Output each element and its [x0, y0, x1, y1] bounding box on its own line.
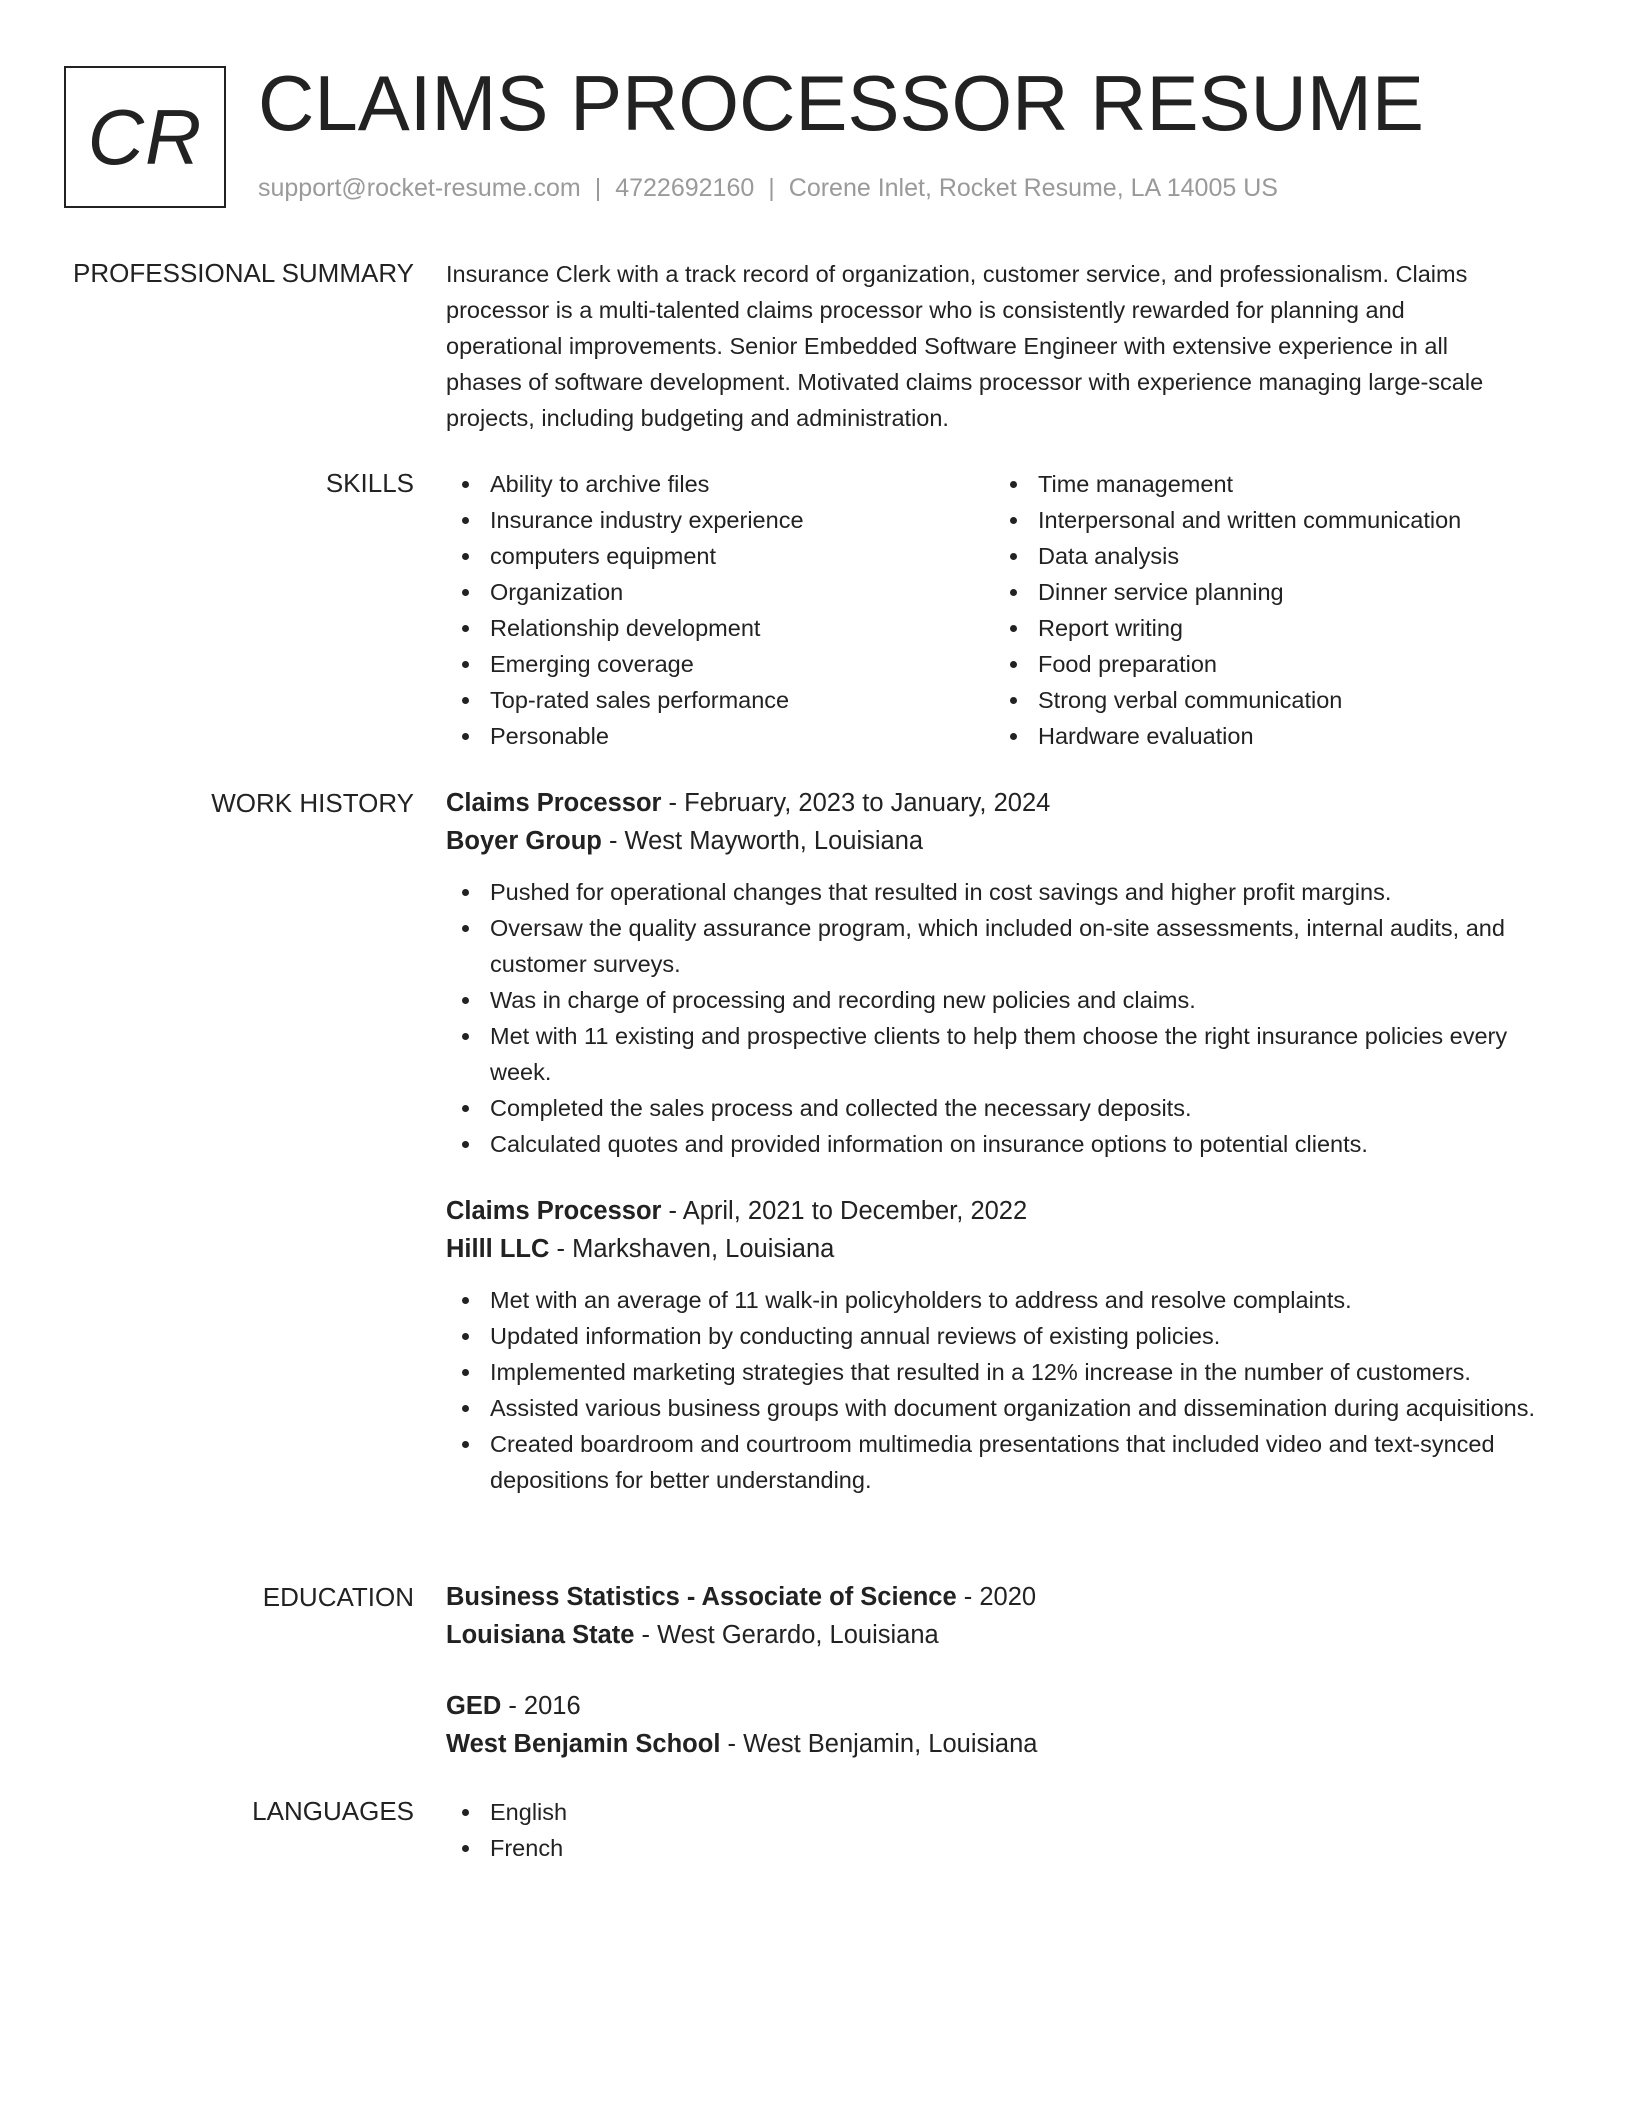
education-degree-line	[446, 1687, 1566, 1725]
summary-line: projects, including budgeting and administration.	[446, 405, 949, 431]
job-title: Claims Processor	[446, 789, 662, 817]
job-duty: Created boardroom and courtroom multimedia presentations that included video and text-synced depositions for better understanding.	[446, 1426, 1566, 1498]
skill-item: Interpersonal and written communication	[994, 502, 1542, 538]
job-title: Claims Processor	[446, 1197, 662, 1225]
job-duty: Calculated quotes and provided information on insurance options to potential clients.	[446, 1126, 1566, 1162]
skill-item: Hardware evaluation	[994, 718, 1542, 754]
skill-item: computers equipment	[446, 538, 994, 574]
skill-item: Emerging coverage	[446, 646, 994, 682]
skill-item: Top-rated sales performance	[446, 682, 994, 718]
contact-address: Corene Inlet, Rocket Resume, LA 14005 US	[788, 174, 1278, 202]
education-year: - 2016	[501, 1692, 581, 1720]
job-location: - Markshaven, Louisiana	[549, 1235, 835, 1263]
language-item: French	[446, 1830, 1566, 1866]
education-degree-line	[446, 1578, 1566, 1616]
work-history-body	[446, 784, 1566, 1498]
summary-line: processor is a multi-talented claims processor who is consistently rewarded for planning and	[446, 297, 1405, 323]
job-company-line	[446, 822, 1566, 860]
skill-item: Dinner service planning	[994, 574, 1542, 610]
job-entry	[446, 1192, 1566, 1498]
job-duty: Pushed for operational changes that resulted in cost savings and higher profit margins.	[446, 874, 1566, 910]
education-school: West Benjamin School	[446, 1730, 721, 1758]
skill-item: Time management	[994, 466, 1542, 502]
job-company: Boyer Group	[446, 827, 602, 855]
section-heading-education: EDUCATION	[262, 1582, 414, 1612]
resume-header	[64, 59, 1564, 210]
job-dates: - February, 2023 to January, 2024	[661, 789, 1051, 817]
page-title: CLAIMS PROCESSOR RESUME	[258, 59, 1424, 147]
contact-phone[interactable]: 4722692160	[615, 174, 755, 202]
section-heading-work-history: WORK HISTORY	[211, 788, 414, 818]
section-heading-languages: LANGUAGES	[252, 1796, 414, 1826]
education-year: - 2020	[956, 1583, 1037, 1611]
education-entry	[446, 1578, 1566, 1654]
language-item: English	[446, 1794, 1566, 1830]
summary-line: phases of software development. Motivated claims processor with experience managing large-scale	[446, 369, 1484, 395]
job-duty: Met with an average of 11 walk-in policyholders to address and resolve complaints.	[446, 1282, 1566, 1318]
job-duties-list	[446, 874, 1566, 1162]
job-dates: - April, 2021 to December, 2022	[661, 1197, 1028, 1225]
job-duties-list	[446, 1282, 1566, 1498]
education-body	[446, 1578, 1566, 1763]
job-company-line	[446, 1230, 1566, 1268]
skill-item: Ability to archive files	[446, 466, 994, 502]
job-duty: Implemented marketing strategies that resulted in a 12% increase in the number of customers.	[446, 1354, 1566, 1390]
summary-line: Insurance Clerk with a track record of organization, customer service, and professionalism. Claims	[446, 261, 1468, 287]
skill-item: Personable	[446, 718, 994, 754]
job-duty: Oversaw the quality assurance program, which included on-site assessments, internal audits, and customer surveys.	[446, 910, 1566, 982]
education-school: Louisiana State	[446, 1621, 635, 1649]
job-entry	[446, 784, 1566, 1162]
contact-separator: |	[768, 174, 775, 202]
monogram-logo: CR	[64, 66, 226, 208]
skill-item: Organization	[446, 574, 994, 610]
contact-email[interactable]: support@rocket-resume.com	[258, 174, 581, 202]
languages-body	[446, 1794, 1566, 1866]
skill-item: Strong verbal communication	[994, 682, 1542, 718]
skill-item: Report writing	[994, 610, 1542, 646]
section-heading-skills: SKILLS	[325, 468, 414, 498]
job-title-line	[446, 784, 1566, 822]
education-degree: GED	[446, 1692, 502, 1720]
education-location: - West Gerardo, Louisiana	[634, 1621, 939, 1649]
languages-list	[446, 1794, 1566, 1866]
contact-line	[258, 174, 1278, 203]
skills-body	[446, 466, 1566, 754]
job-duty: Was in charge of processing and recording new policies and claims.	[446, 982, 1566, 1018]
skills-list-left	[446, 466, 994, 754]
contact-separator: |	[594, 174, 602, 202]
skill-item: Food preparation	[994, 646, 1542, 682]
skills-grid	[446, 466, 1566, 754]
skill-item: Insurance industry experience	[446, 502, 994, 538]
summary-line: operational improvements. Senior Embedded Software Engineer with extensive experience in all	[446, 333, 1448, 359]
job-location: - West Mayworth, Louisiana	[601, 827, 924, 855]
job-duty: Met with 11 existing and prospective clients to help them choose the right insurance policies every week.	[446, 1018, 1566, 1090]
job-duty: Assisted various business groups with document organization and dissemination during acquisitions.	[446, 1390, 1566, 1426]
education-location: - West Benjamin, Louisiana	[720, 1730, 1038, 1758]
education-school-line	[446, 1725, 1566, 1763]
education-degree: Business Statistics - Associate of Science	[446, 1583, 957, 1611]
summary-text	[446, 256, 1566, 436]
job-title-line	[446, 1192, 1566, 1230]
section-heading-summary: PROFESSIONAL SUMMARY	[73, 258, 414, 288]
education-entry	[446, 1687, 1566, 1763]
education-school-line	[446, 1616, 1566, 1654]
job-company: Hilll LLC	[446, 1235, 550, 1263]
job-duty: Completed the sales process and collected the necessary deposits.	[446, 1090, 1566, 1126]
skills-list-right	[994, 466, 1542, 754]
skill-item: Relationship development	[446, 610, 994, 646]
job-duty: Updated information by conducting annual reviews of existing policies.	[446, 1318, 1566, 1354]
skill-item: Data analysis	[994, 538, 1542, 574]
